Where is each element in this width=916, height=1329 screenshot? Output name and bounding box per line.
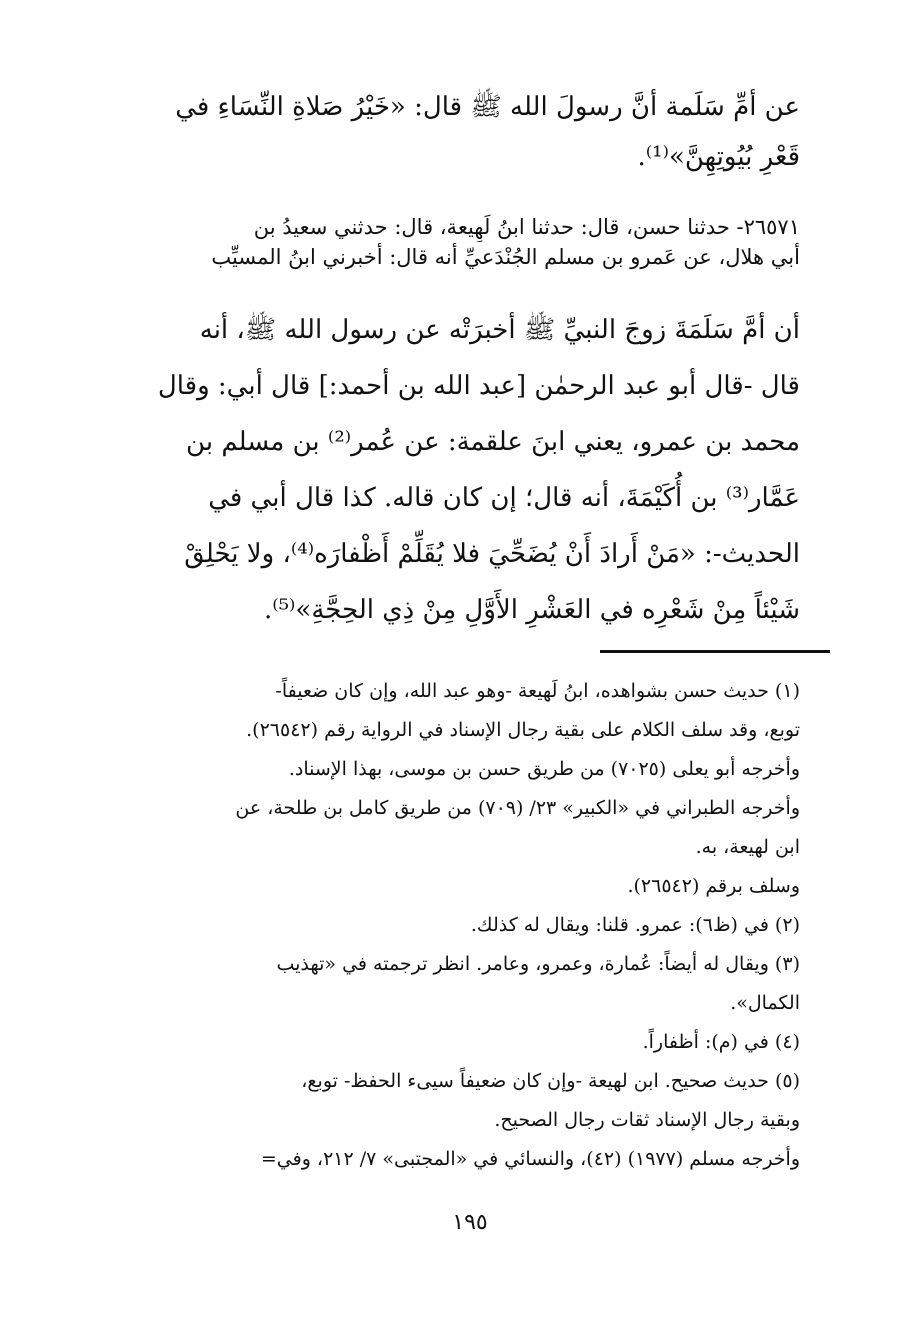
matn-line: محمد بن عمرو، يعني ابنَ علقمة: عن عُمر⁽²⁾ بن مسلم بن	[186, 427, 800, 457]
footnote-line: وأخرجه مسلم (١٩٧٧) (٤٢)، والنسائي في «المجتبى» ٧/ ٢١٢، وفي=	[260, 1148, 800, 1170]
isnad-line: أبي هلال، عن عَمرو بن مسلم الجُنْدَعيِّ أنه قال: أخبرني ابنُ المسيِّب	[211, 245, 800, 269]
isnad-line: ٢٦٥٧١- حدثنا حسن، قال: حدثنا ابنُ لَهِيعة، قال: حدثني سعيدُ بن	[253, 215, 800, 239]
footnote-line: الكمال».	[730, 992, 800, 1014]
footnote-line: ابن لهيعة، به.	[695, 836, 800, 858]
footnote-line: وسلف برقم (٢٦٥٤٢).	[627, 875, 800, 897]
text-line: عن أمِّ سَلَمة أنَّ رسولَ الله ﷺ قال: «خَيْرُ صَلاةِ النِّسَاءِ في	[175, 92, 800, 122]
footnote-line: (٥) حديث صحيح. ابن لهيعة -وإن كان ضعيفاً سيىء الحفظ- توبع،	[301, 1070, 800, 1092]
matn-line: الحديث-: «مَنْ أَرادَ أَنْ يُضَحِّيَ فلا يُقَلِّمْ أَظْفارَه⁽⁴⁾، ولا يَحْلِقْ	[184, 539, 800, 569]
footnote-line: (٤) في (م): أظفاراً.	[642, 1031, 800, 1053]
footnote-line: وأخرجه الطبراني في «الكبير» ٢٣/ (٧٠٩) من طريق كامل بن طلحة، عن	[235, 797, 800, 819]
footnote-line: (٣) ويقال له أيضاً: عُمارة، وعمرو، وعامر. انظر ترجمته في «تهذيب	[276, 953, 800, 975]
footnote-line: (١) حديث حسن بشواهده، ابنُ لَهيعة -وهو عبد الله، وإن كان ضعيفاً-	[275, 680, 800, 702]
footnote-separator	[600, 650, 830, 653]
page-number: ١٩٥	[452, 1210, 488, 1235]
matn-line: قال -قال أبو عبد الرحمٰن [عبد الله بن أحمد:] قال أبي: وقال	[157, 371, 800, 401]
footnote-line: (٢) في (ظ٦): عمرو. قلنا: ويقال له كذلك.	[470, 914, 800, 936]
matn-line: شَيْئاً مِنْ شَعْرِه في العَشْرِ الأَوَّلِ مِنْ ذِي الحِجَّةِ»⁽⁵⁾.	[263, 595, 800, 625]
text-line: قَعْرِ بُيُوتِهِنَّ»⁽¹⁾.	[637, 142, 800, 172]
footnote-line: توبع، وقد سلف الكلام على بقية رجال الإسناد في الرواية رقم (٢٦٥٤٢).	[246, 719, 800, 741]
hadith-text-top	[130, 82, 800, 182]
hadith-isnad	[130, 212, 800, 272]
footnote-line: وأخرجه أبو يعلى (٧٠٢٥) من طريق حسن بن موسى، بهذا الإسناد.	[288, 758, 800, 780]
matn-line: عَمَّار⁽³⁾ بن أُكَيْمَةَ، أنه قال؛ إن كان قاله. كذا قال أبي في	[208, 483, 800, 513]
hadith-matn	[130, 302, 800, 638]
footnote-line: وبقية رجال الإسناد ثقات رجال الصحيح.	[494, 1109, 800, 1131]
matn-line: أن أمَّ سَلَمَةَ زوجَ النبيِّ ﷺ أخبرَتْه عن رسول الله ﷺ، أنه	[199, 315, 800, 345]
footnotes	[130, 672, 800, 1179]
